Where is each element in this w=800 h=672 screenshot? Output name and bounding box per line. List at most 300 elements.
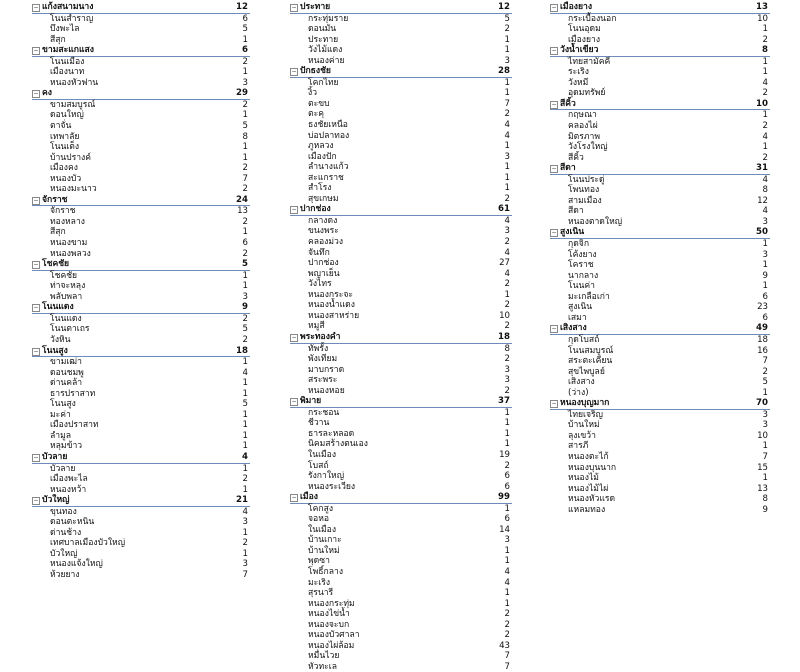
district-name: คง [42, 88, 52, 99]
subdistrict-row [290, 78, 512, 89]
subdistrict-name: ดอนตะหนิน [50, 517, 95, 528]
subdistrict-count: 13 [757, 483, 768, 494]
subdistrict-count: 1 [504, 556, 510, 567]
subdistrict-count: 1 [242, 484, 248, 495]
subdistrict-row [290, 152, 512, 163]
subdistrict-name: บ้านใหม่ [568, 420, 600, 431]
subdistrict-count: 1 [242, 152, 248, 163]
district-group-row[interactable] [550, 323, 770, 335]
subdistrict-row [290, 461, 512, 472]
subdistrict-name: สุรนารี [308, 588, 334, 599]
subdistrict-count: 2 [242, 334, 248, 345]
district-total: 8 [762, 45, 768, 56]
collapse-minus-icon[interactable]: − [33, 304, 39, 312]
subdistrict-row [32, 67, 250, 78]
subdistrict-name: กลางดง [308, 215, 338, 226]
collapse-minus-icon[interactable]: − [33, 497, 39, 505]
subdistrict-row [290, 131, 512, 142]
subdistrict-name: กฤษณา [568, 110, 597, 121]
subdistrict-row [290, 311, 512, 322]
collapse-minus-icon[interactable]: − [33, 4, 39, 11]
subdistrict-count: 2 [762, 121, 768, 132]
subdistrict-count: 2 [762, 152, 768, 163]
collapse-minus-icon[interactable]: − [291, 206, 297, 214]
subdistrict-name: บ้านใหม่ [308, 545, 340, 556]
district-group-row[interactable] [32, 195, 250, 207]
district-group-row[interactable] [32, 346, 250, 358]
subdistrict-name: ดอนชมพู [50, 367, 84, 378]
subdistrict-row [32, 238, 250, 249]
collapse-minus-icon[interactable]: − [551, 47, 557, 55]
subdistrict-name: หนองสาหร่าย [308, 310, 360, 321]
district-name: เมือง [300, 492, 318, 503]
subdistrict-name: หมูสี [308, 321, 325, 332]
subdistrict-count: 3 [762, 409, 768, 420]
subdistrict-name: พุดซา [308, 556, 330, 567]
subdistrict-name: โคราช [568, 260, 594, 271]
subdistrict-row [550, 281, 770, 292]
district-group-row[interactable] [550, 99, 770, 111]
subdistrict-row [32, 399, 250, 410]
subdistrict-row [290, 375, 512, 386]
subdistrict-row [32, 142, 250, 153]
subdistrict-count: 10 [757, 13, 768, 24]
subdistrict-count: 1 [762, 260, 768, 271]
subdistrict-count: 1 [762, 441, 768, 452]
subdistrict-name: หัวทะเล [308, 661, 337, 672]
subdistrict-count: 1 [504, 162, 510, 173]
subdistrict-count: 1 [504, 545, 510, 556]
district-group-row[interactable] [32, 302, 250, 314]
collapse-minus-icon[interactable]: − [291, 4, 297, 11]
district-group-row[interactable] [32, 45, 250, 57]
subdistrict-name: ในเมือง [308, 524, 337, 535]
subdistrict-row [32, 357, 250, 368]
subdistrict-count: 1 [242, 430, 248, 441]
subdistrict-name: หนองตาดใหญ่ [568, 216, 623, 227]
district-name: บัวลาย [42, 451, 68, 462]
subdistrict-row [550, 377, 770, 388]
subdistrict-name: สารภี [568, 441, 589, 452]
subdistrict-row [290, 269, 512, 280]
subdistrict-name: ด่านคล้า [50, 378, 83, 389]
district-group-row[interactable] [550, 227, 770, 239]
subdistrict-name: ประทาย [308, 34, 339, 45]
collapse-minus-icon[interactable]: − [291, 398, 297, 406]
district-total: 10 [756, 98, 768, 109]
subdistrict-count: 2 [504, 619, 510, 630]
subdistrict-name: โนนสำราญ [50, 13, 94, 24]
subdistrict-name: ดอนมัน [308, 24, 337, 35]
collapse-minus-icon[interactable]: − [291, 68, 297, 76]
subdistrict-row [32, 217, 250, 228]
subdistrict-name: ลุงเขว้า [568, 430, 596, 441]
subdistrict-name: ระเริง [568, 67, 589, 78]
subdistrict-name: โชคชัย [50, 270, 78, 281]
subdistrict-row [290, 471, 512, 482]
subdistrict-row [550, 420, 770, 431]
subdistrict-row [32, 121, 250, 132]
subdistrict-name: หมื่นไวย [308, 651, 340, 662]
subdistrict-count: 3 [242, 559, 248, 570]
district-group-row[interactable] [32, 259, 250, 271]
district-total: 28 [498, 66, 510, 77]
subdistrict-count: 6 [242, 238, 248, 249]
subdistrict-count: 1 [504, 598, 510, 609]
subdistrict-name: ธารละหลอด [308, 428, 355, 439]
subdistrict-row [550, 292, 770, 303]
subdistrict-row [290, 641, 512, 652]
subdistrict-name: ในเมือง [308, 449, 337, 460]
collapse-minus-icon[interactable]: − [33, 347, 39, 355]
subdistrict-name: หลุมข้าว [50, 441, 83, 452]
subdistrict-row [32, 410, 250, 421]
subdistrict-count: 6 [504, 481, 510, 492]
subdistrict-count: 1 [504, 503, 510, 514]
subdistrict-row [550, 78, 770, 89]
subdistrict-row [290, 109, 512, 120]
subdistrict-count: 1 [242, 388, 248, 399]
subdistrict-count: 4 [762, 77, 768, 88]
subdistrict-count: 4 [762, 174, 768, 185]
district-group-row[interactable] [550, 45, 770, 57]
subdistrict-row [290, 408, 512, 419]
subdistrict-count: 1 [504, 418, 510, 429]
subdistrict-row [290, 439, 512, 450]
subdistrict-row [290, 88, 512, 99]
subdistrict-name: เสมา [568, 312, 587, 323]
district-group-row[interactable] [32, 495, 250, 507]
subdistrict-name: กระชอน [308, 407, 340, 418]
subdistrict-count: 1 [242, 409, 248, 420]
subdistrict-count: 3 [762, 420, 768, 431]
subdistrict-count: 2 [242, 216, 248, 227]
subdistrict-row [550, 153, 770, 164]
subdistrict-count: 1 [242, 357, 248, 368]
subdistrict-row [32, 174, 250, 185]
subdistrict-count: 5 [242, 121, 248, 132]
subdistrict-name: กุดจิก [568, 239, 590, 250]
subdistrict-row [550, 67, 770, 78]
subdistrict-name: หนองระเวียง [308, 481, 356, 492]
subdistrict-count: 3 [504, 226, 510, 237]
district-group-row[interactable] [550, 2, 770, 14]
district-total: 12 [498, 2, 510, 12]
subdistrict-row [290, 620, 512, 631]
district-name: บัวใหญ่ [42, 495, 70, 506]
subdistrict-name: เมืองพะไล [50, 474, 88, 485]
subdistrict-row [550, 88, 770, 99]
subdistrict-count: 1 [504, 77, 510, 88]
subdistrict-row [32, 517, 250, 528]
subdistrict-count: 2 [504, 24, 510, 35]
subdistrict-count: 3 [504, 55, 510, 66]
subdistrict-count: 1 [504, 428, 510, 439]
collapse-minus-icon[interactable]: − [551, 400, 557, 408]
subdistrict-count: 2 [504, 300, 510, 311]
subdistrict-count: 1 [242, 67, 248, 78]
subdistrict-name: ขามเฒ่า [50, 357, 82, 368]
subdistrict-count: 8 [762, 494, 768, 505]
district-group-row[interactable] [550, 398, 770, 410]
subdistrict-name: นากลาง [568, 270, 599, 281]
subdistrict-name: โนนเมือง [50, 56, 85, 67]
subdistrict-row [290, 567, 512, 578]
subdistrict-name: บ้านปรางค์ [50, 152, 91, 163]
subdistrict-name: หนองขาม [50, 238, 88, 249]
subdistrict-count: 8 [242, 131, 248, 142]
subdistrict-count: 1 [504, 141, 510, 152]
district-total: 13 [756, 2, 768, 12]
subdistrict-row [550, 473, 770, 484]
collapse-minus-icon[interactable]: − [551, 100, 557, 108]
subdistrict-name: โคกสูง [308, 503, 334, 514]
subdistrict-name: วังไม้แดง [308, 45, 343, 56]
subdistrict-name: ธารปราสาท [50, 388, 96, 399]
subdistrict-name: เมืองคง [50, 163, 78, 174]
subdistrict-count: 1 [242, 142, 248, 153]
district-group-row[interactable] [290, 2, 512, 14]
subdistrict-count: 2 [762, 88, 768, 99]
subdistrict-name: มาบกราด [308, 364, 345, 375]
collapse-minus-icon[interactable]: − [291, 333, 297, 341]
subdistrict-name: กระทุ่มราย [308, 13, 349, 24]
subdistrict-row [32, 464, 250, 475]
subdistrict-count: 12 [757, 195, 768, 206]
subdistrict-row [32, 538, 250, 549]
subdistrict-name: ขนงพระ [308, 226, 339, 237]
subdistrict-count: 2 [504, 630, 510, 641]
subdistrict-name: โนนสูง [50, 399, 76, 410]
subdistrict-name: โคกไทย [308, 77, 339, 88]
subdistrict-count: 8 [762, 185, 768, 196]
subdistrict-name: ขามสมบูรณ์ [50, 99, 96, 110]
subdistrict-count: 6 [762, 291, 768, 302]
subdistrict-count: 1 [242, 281, 248, 292]
subdistrict-count: 1 [242, 527, 248, 538]
collapse-minus-icon[interactable]: − [33, 47, 39, 55]
collapse-minus-icon[interactable]: − [33, 261, 39, 269]
subdistrict-name: วังหมี [568, 77, 589, 88]
district-total: 61 [498, 204, 510, 215]
subdistrict-name: โนนค่า [568, 281, 595, 292]
subdistrict-row [32, 420, 250, 431]
subdistrict-row [290, 578, 512, 589]
collapse-minus-icon[interactable]: − [291, 494, 297, 502]
subdistrict-count: 1 [504, 34, 510, 45]
subdistrict-name: มะเกลือเก่า [568, 291, 610, 302]
subdistrict-row [550, 132, 770, 143]
district-group-row[interactable] [32, 88, 250, 100]
district-name: ประทาย [300, 2, 331, 12]
subdistrict-row [32, 549, 250, 560]
subdistrict-count: 1 [242, 270, 248, 281]
subdistrict-name: สามเมือง [568, 195, 602, 206]
subdistrict-row [290, 365, 512, 376]
subdistrict-name: คลองม่วง [308, 237, 344, 248]
subdistrict-name: หนองจะบก [308, 619, 350, 630]
subdistrict-row [290, 226, 512, 237]
subdistrict-row [290, 354, 512, 365]
subdistrict-row [290, 194, 512, 205]
subdistrict-name: จอหอ [308, 514, 330, 525]
subdistrict-name: สีดา [568, 206, 584, 217]
subdistrict-name: สุขไพบูลย์ [568, 366, 605, 377]
district-total: 6 [242, 45, 248, 56]
subdistrict-name: ท่าจะหลุง [50, 281, 86, 292]
subdistrict-row [290, 216, 512, 227]
subdistrict-name: หนองน้ำแดง [308, 300, 355, 311]
subdistrict-row [550, 463, 770, 474]
subdistrict-name: ตะขบ [308, 98, 330, 109]
district-group-row[interactable] [290, 492, 512, 504]
subdistrict-count: 1 [242, 227, 248, 238]
subdistrict-row [32, 206, 250, 217]
subdistrict-row [290, 630, 512, 641]
subdistrict-name: รังกาใหญ่ [308, 471, 345, 482]
subdistrict-count: 4 [242, 367, 248, 378]
subdistrict-count: 3 [242, 517, 248, 528]
subdistrict-count: 10 [499, 310, 510, 321]
subdistrict-count: 16 [757, 345, 768, 356]
subdistrict-name: โนนประดู่ [568, 174, 605, 185]
district-total: 18 [498, 331, 510, 342]
subdistrict-name: วังโรงใหญ่ [568, 142, 608, 153]
district-name: โนนสูง [42, 345, 68, 356]
subdistrict-name: หนองมะนาว [50, 184, 97, 195]
subdistrict-name: หนองบัวศาลา [308, 630, 360, 641]
subdistrict-row [32, 485, 250, 496]
subdistrict-row [32, 227, 250, 238]
subdistrict-name: หนองพลวง [50, 248, 91, 259]
collapse-minus-icon[interactable]: − [551, 325, 557, 333]
collapse-minus-icon[interactable]: − [33, 90, 39, 98]
subdistrict-count: 3 [762, 249, 768, 260]
subdistrict-row [550, 302, 770, 313]
subdistrict-count: 1 [504, 439, 510, 450]
district-name: หนองบุญมาก [560, 398, 610, 409]
subdistrict-row [550, 24, 770, 35]
district-group-row[interactable] [290, 396, 512, 408]
subdistrict-count: 6 [762, 312, 768, 323]
collapse-minus-icon[interactable]: − [551, 229, 557, 237]
district-name: แก้งสนามนาง [42, 2, 94, 12]
subdistrict-name: พลับพลา [50, 291, 83, 302]
subdistrict-name: งิ้ว [308, 88, 318, 99]
subdistrict-row [290, 14, 512, 25]
subdistrict-name: โพนทอง [568, 185, 600, 196]
subdistrict-row [32, 78, 250, 89]
subdistrict-name: โค้งยาง [568, 249, 597, 260]
subdistrict-row [290, 418, 512, 429]
subdistrict-row [32, 163, 250, 174]
district-group-row[interactable] [290, 332, 512, 344]
subdistrict-count: 4 [504, 247, 510, 258]
subdistrict-name: โนนเต็ง [50, 142, 80, 153]
subdistrict-name: ทองหลาง [50, 216, 85, 227]
subdistrict-name: ลำมูล [50, 430, 72, 441]
subdistrict-name: เทพาลัย [50, 131, 80, 142]
subdistrict-row [32, 441, 250, 452]
subdistrict-name: สูงเนิน [568, 302, 593, 313]
subdistrict-row [550, 260, 770, 271]
district-group-row[interactable] [32, 2, 250, 14]
subdistrict-count: 2 [504, 193, 510, 204]
subdistrict-row [550, 410, 770, 421]
district-name: พระทองคำ [300, 331, 341, 342]
collapse-minus-icon[interactable]: − [551, 4, 557, 11]
subdistrict-count: 1 [762, 24, 768, 35]
subdistrict-name: หนองไข่น้ำ [308, 609, 350, 620]
subdistrict-count: 6 [504, 471, 510, 482]
collapse-minus-icon[interactable]: − [33, 453, 39, 461]
subdistrict-name: หนองหัวฟาน [50, 77, 99, 88]
subdistrict-row [290, 386, 512, 397]
subdistrict-count: 1 [762, 142, 768, 153]
subdistrict-name: มะเริง [308, 577, 331, 588]
subdistrict-row [32, 35, 250, 46]
district-total: 12 [236, 2, 248, 12]
subdistrict-row [550, 121, 770, 132]
subdistrict-name: วังไทร [308, 279, 332, 290]
subdistrict-name: นิคมสร้างตนเอง [308, 439, 368, 450]
subdistrict-count: 2 [504, 354, 510, 365]
subdistrict-name: หนองบุนนาก [568, 462, 617, 473]
subdistrict-row [32, 57, 250, 68]
subdistrict-name: สระตะเคียน [568, 356, 613, 367]
subdistrict-row [290, 609, 512, 620]
subdistrict-count: 15 [757, 462, 768, 473]
subdistrict-count: 4 [762, 206, 768, 217]
subdistrict-name: หนองไผ่ล้อม [308, 640, 355, 651]
subdistrict-row [550, 441, 770, 452]
pivot-column-1 [32, 2, 250, 581]
subdistrict-count: 4 [762, 131, 768, 142]
subdistrict-row [290, 300, 512, 311]
subdistrict-name: จันทึก [308, 247, 330, 258]
subdistrict-name: กุดโบสถ์ [568, 334, 600, 345]
subdistrict-name: ปากช่อง [308, 258, 339, 269]
subdistrict-count: 5 [242, 324, 248, 335]
collapse-minus-icon[interactable]: − [33, 196, 39, 204]
subdistrict-count: 5 [504, 13, 510, 24]
district-group-row[interactable] [550, 163, 770, 175]
district-group-row[interactable] [290, 204, 512, 216]
subdistrict-row [32, 335, 250, 346]
district-group-row[interactable] [32, 452, 250, 464]
district-name: สูงเนิน [560, 227, 585, 238]
district-name: โชคชัย [42, 259, 70, 270]
subdistrict-row [32, 324, 250, 335]
district-name: พิมาย [300, 396, 322, 407]
district-name: โนนแดง [42, 302, 74, 313]
subdistrict-name: สำโรง [308, 183, 332, 194]
subdistrict-count: 1 [242, 420, 248, 431]
subdistrict-row [290, 258, 512, 269]
subdistrict-count: 2 [504, 109, 510, 120]
subdistrict-count: 1 [504, 45, 510, 56]
subdistrict-row [290, 24, 512, 35]
collapse-minus-icon[interactable]: − [551, 165, 557, 173]
subdistrict-row [550, 250, 770, 261]
subdistrict-row [550, 57, 770, 68]
subdistrict-row [32, 110, 250, 121]
subdistrict-count: 8 [504, 343, 510, 354]
subdistrict-count: 1 [762, 239, 768, 250]
subdistrict-count: 1 [242, 441, 248, 452]
subdistrict-name: มิตรภาพ [568, 131, 601, 142]
district-group-row[interactable] [290, 66, 512, 78]
